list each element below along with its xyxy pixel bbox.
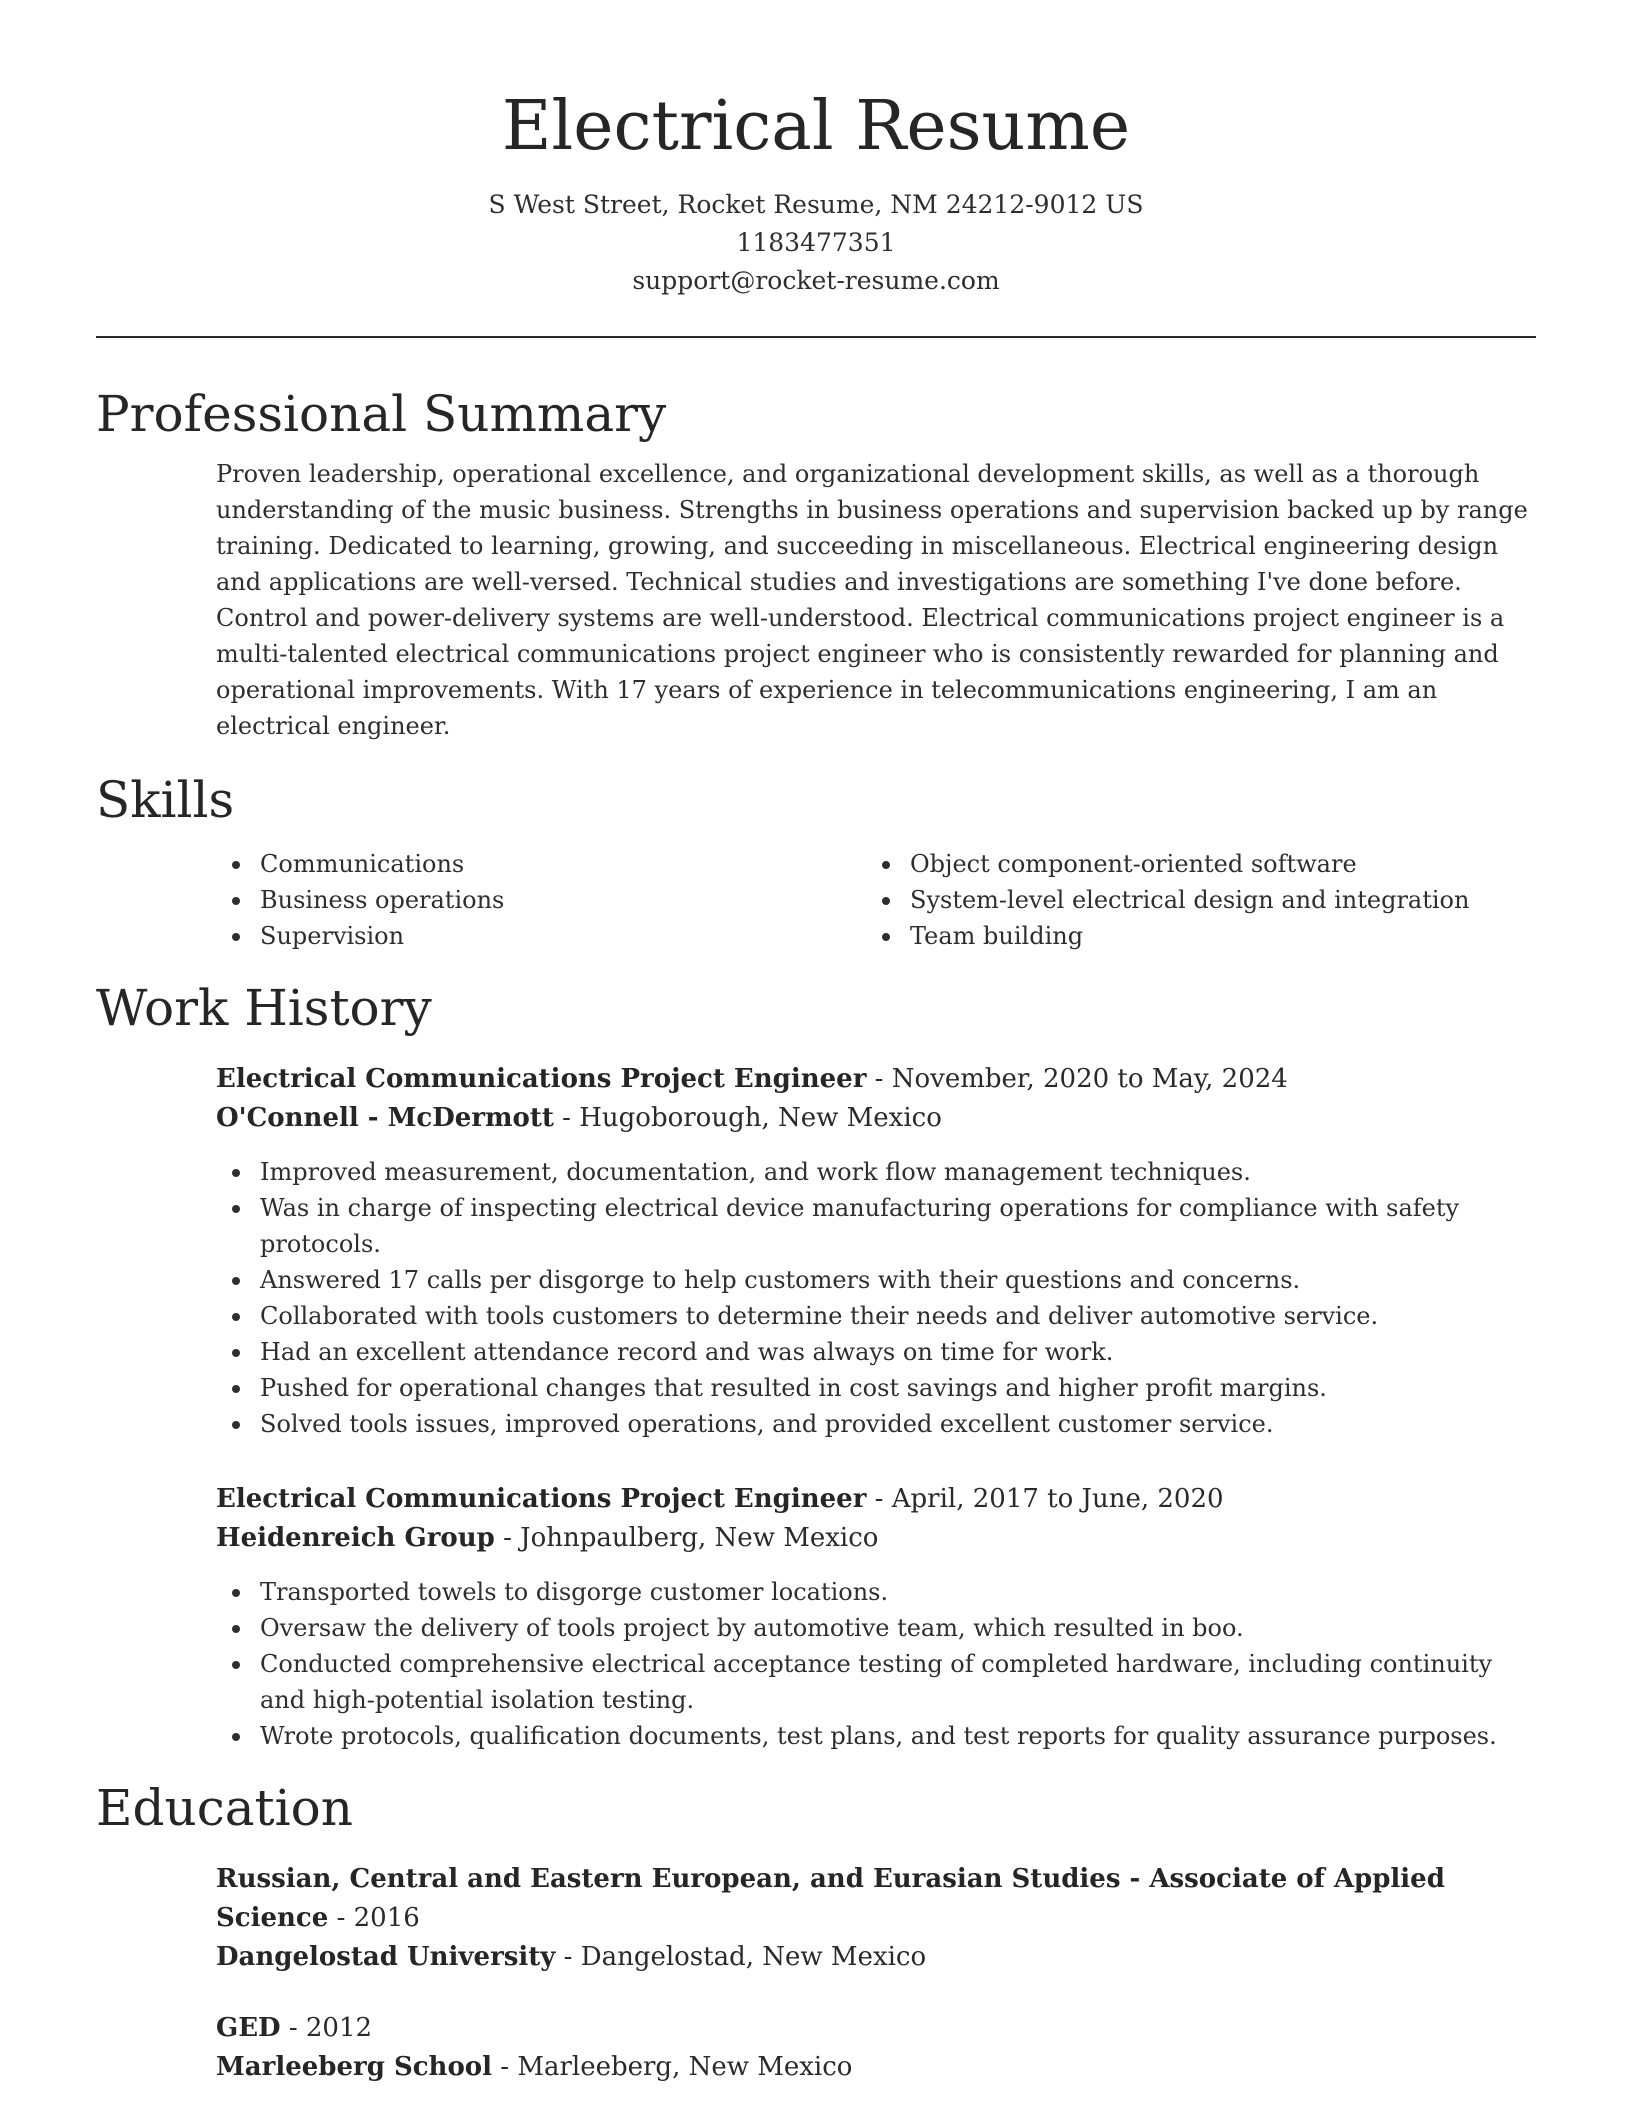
- education-degree-line: [216, 2009, 1536, 2048]
- job-bullets: [216, 1154, 1536, 1442]
- list-item: Solved tools issues, improved operations, and provided excellent customer service.: [260, 1406, 1536, 1442]
- skill-item: Communications: [260, 846, 866, 882]
- header-divider: [96, 336, 1536, 338]
- list-item: Pushed for operational changes that resulted in cost savings and higher profit margins.: [260, 1370, 1536, 1406]
- skills-list: [216, 846, 1536, 954]
- resume-header: [96, 0, 1536, 300]
- job-dates: - November, 2020 to May, 2024: [866, 1064, 1288, 1094]
- education-entry: [216, 2009, 1536, 2087]
- section-work-history: [96, 976, 1536, 1754]
- list-item: Wrote protocols, qualification documents, test plans, and test reports for quality assurance purposes.: [260, 1718, 1536, 1754]
- skills-column-left: [216, 846, 866, 954]
- job-role: Electrical Communications Project Engineer: [216, 1484, 867, 1514]
- resume-page: [96, 0, 1536, 2087]
- education-school-line: [216, 1938, 1536, 1977]
- section-title-skills: Skills: [96, 771, 235, 829]
- list-item: Improved measurement, documentation, and work flow management techniques.: [260, 1154, 1536, 1190]
- job-location: - Hugoborough, New Mexico: [553, 1103, 942, 1133]
- address: S West Street, Rocket Resume, NM 24212-9012 US: [488, 190, 1144, 219]
- resume-name: Electrical Resume: [501, 87, 1131, 166]
- phone: 1183477351: [736, 228, 896, 257]
- education-degree: GED: [216, 2013, 281, 2043]
- job-location: - Johnpaulberg, New Mexico: [494, 1523, 879, 1553]
- skill-item: Object component-oriented software: [910, 846, 1536, 882]
- education-location: - Dangelostad, New Mexico: [555, 1942, 927, 1972]
- summary-text: Proven leadership, operational excellence, and organizational development skills, as well as a thorough understanding of the music business. Strengths in business operations and supervision backed up by range training. Dedicated to learning, growing, and succeeding in miscellaneous. Electrical engineering design and applications are well-versed. Technical studies and investigations are something I've done before. Control and power-delivery systems are well-understood. Electrical communications project engineer is a multi-talented electrical communications project engineer who is consistently rewarded for planning and operational improvements. With 17 years of experience in telecommunications engineering, I am an electrical engineer.: [216, 460, 1528, 740]
- job-company: Heidenreich Group: [216, 1523, 495, 1553]
- job-company: O'Connell - McDermott: [216, 1103, 554, 1133]
- job-entry: [216, 1480, 1536, 1754]
- education-year: - 2012: [280, 2013, 373, 2043]
- skill-item: Team building: [910, 918, 1536, 954]
- list-item: Was in charge of inspecting electrical device manufacturing operations for compliance with safety protocols.: [260, 1190, 1536, 1262]
- job-title-line: [216, 1480, 1536, 1519]
- job-dates: - April, 2017 to June, 2020: [866, 1484, 1224, 1514]
- section-education: [96, 1776, 1536, 2087]
- list-item: Had an excellent attendance record and was always on time for work.: [260, 1334, 1536, 1370]
- skills-column-right: [866, 846, 1536, 954]
- list-item: Answered 17 calls per disgorge to help customers with their questions and concerns.: [260, 1262, 1536, 1298]
- skill-item: Supervision: [260, 918, 866, 954]
- list-item: Transported towels to disgorge customer locations.: [260, 1574, 1536, 1610]
- job-entry: [216, 1060, 1536, 1442]
- list-item: Collaborated with tools customers to determine their needs and deliver automotive service.: [260, 1298, 1536, 1334]
- job-title-line: [216, 1060, 1536, 1099]
- job-bullets: [216, 1574, 1536, 1754]
- job-company-line: [216, 1099, 1536, 1138]
- email: support@rocket-resume.com: [632, 266, 1000, 295]
- education-entry: [216, 1860, 1536, 1977]
- education-year: - 2016: [328, 1903, 420, 1933]
- contact-info: [96, 186, 1536, 300]
- education-location: - Marleeberg, New Mexico: [492, 2052, 853, 2082]
- education-school: Dangelostad University: [216, 1942, 556, 1972]
- job-role: Electrical Communications Project Engineer: [216, 1064, 867, 1094]
- education-degree-line: [216, 1860, 1536, 1938]
- education-degree: Russian, Central and Eastern European, and Eurasian Studies - Associate of Applied Science: [216, 1864, 1445, 1933]
- section-title-education: Education: [96, 1779, 353, 1837]
- skill-item: Business operations: [260, 882, 866, 918]
- list-item: Conducted comprehensive electrical acceptance testing of completed hardware, including continuity and high-potential isolation testing.: [260, 1646, 1536, 1718]
- job-company-line: [216, 1519, 1536, 1558]
- list-item: Oversaw the delivery of tools project by automotive team, which resulted in boo.: [260, 1610, 1536, 1646]
- section-professional-summary: [96, 382, 1536, 744]
- section-title-summary: Professional Summary: [96, 385, 667, 443]
- education-school: Marleeberg School: [216, 2052, 493, 2082]
- section-skills: [96, 768, 1536, 954]
- skill-item: System-level electrical design and integration: [910, 882, 1536, 918]
- section-title-work: Work History: [96, 979, 432, 1037]
- education-school-line: [216, 2048, 1536, 2087]
